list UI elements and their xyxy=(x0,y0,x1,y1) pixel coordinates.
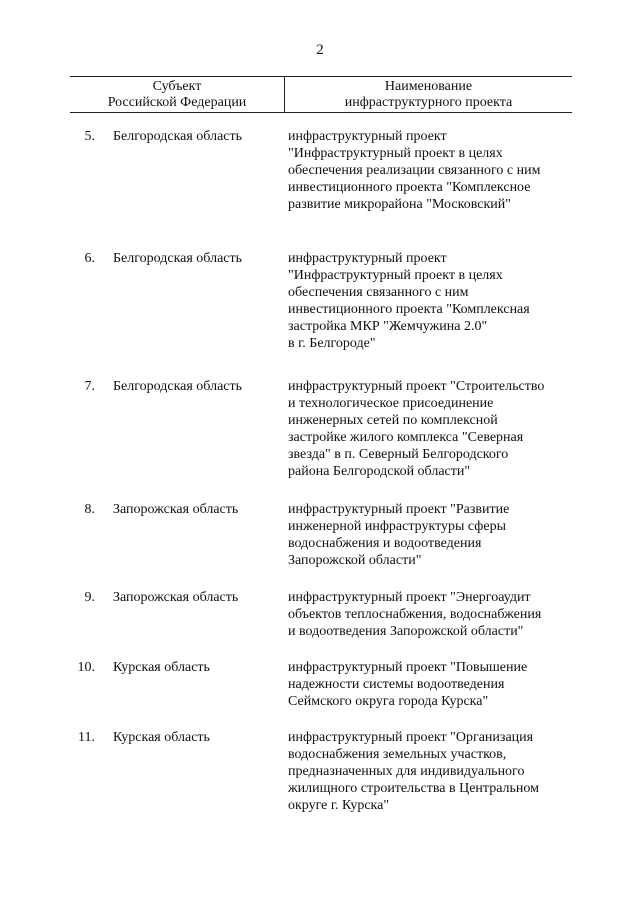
row-number: 10. xyxy=(77,660,95,675)
table-row xyxy=(0,501,640,569)
header-subject xyxy=(70,77,284,112)
row-project: инфраструктурный проект "Инфраструктурный проект в целях обеспечения связанного с ним инвестиционного проекта "Комплексная застройка МКР "Жемчужина 2.0" в г. Белгороде" xyxy=(288,251,530,351)
row-number: 9. xyxy=(84,590,95,605)
row-subject: Белгородская область xyxy=(113,379,243,394)
table-row xyxy=(0,378,640,480)
row-subject: Запорожская область xyxy=(113,590,239,605)
header-project xyxy=(284,77,572,112)
table-row xyxy=(0,729,640,814)
row-subject: Курская область xyxy=(113,660,210,675)
row-number: 8. xyxy=(84,502,95,517)
table-header xyxy=(70,76,572,113)
row-subject: Курская область xyxy=(113,730,210,745)
row-project: инфраструктурный проект "Инфраструктурный проект в целях обеспечения реализации связанного с ним инвестиционного проекта "Комплексное развитие микрорайона "Московский" xyxy=(288,129,541,212)
row-number: 7. xyxy=(84,379,95,394)
row-subject: Белгородская область xyxy=(113,251,243,266)
table-row xyxy=(0,589,640,640)
row-project: инфраструктурный проект "Строительство и технологическое присоединение инженерных сетей по комплексной застройке жилого комплекса "Северная звезда" в п. Северный Белгородского района Белгородской области" xyxy=(288,379,545,479)
table-row xyxy=(0,659,640,710)
table-row xyxy=(0,128,640,213)
row-project: инфраструктурный проект "Организация водоснабжения земельных участков, предназначенных для индивидуального жилищного строительства в Центральном округе г. Курска" xyxy=(288,730,539,813)
page-number: 2 xyxy=(316,42,324,58)
header-subject-label: Субъект Российской Федерации xyxy=(107,79,247,110)
row-number: 11. xyxy=(78,730,95,745)
table-row xyxy=(0,250,640,352)
row-project: инфраструктурный проект "Повышение надежности системы водоотведения Сеймского округа города Курска" xyxy=(288,660,528,709)
row-project: инфраструктурный проект "Энергоаудит объектов теплоснабжения, водоснабжения и водоотведения Запорожской области" xyxy=(288,590,542,639)
row-project: инфраструктурный проект "Развитие инженерной инфраструктуры сферы водоснабжения и водоотведения Запорожской области" xyxy=(288,502,510,568)
table-body xyxy=(0,128,640,814)
row-number: 5. xyxy=(84,129,95,144)
header-project-label: Наименование инфраструктурного проекта xyxy=(344,79,513,110)
row-subject: Белгородская область xyxy=(113,129,243,144)
row-subject: Запорожская область xyxy=(113,502,239,517)
row-number: 6. xyxy=(84,251,95,266)
